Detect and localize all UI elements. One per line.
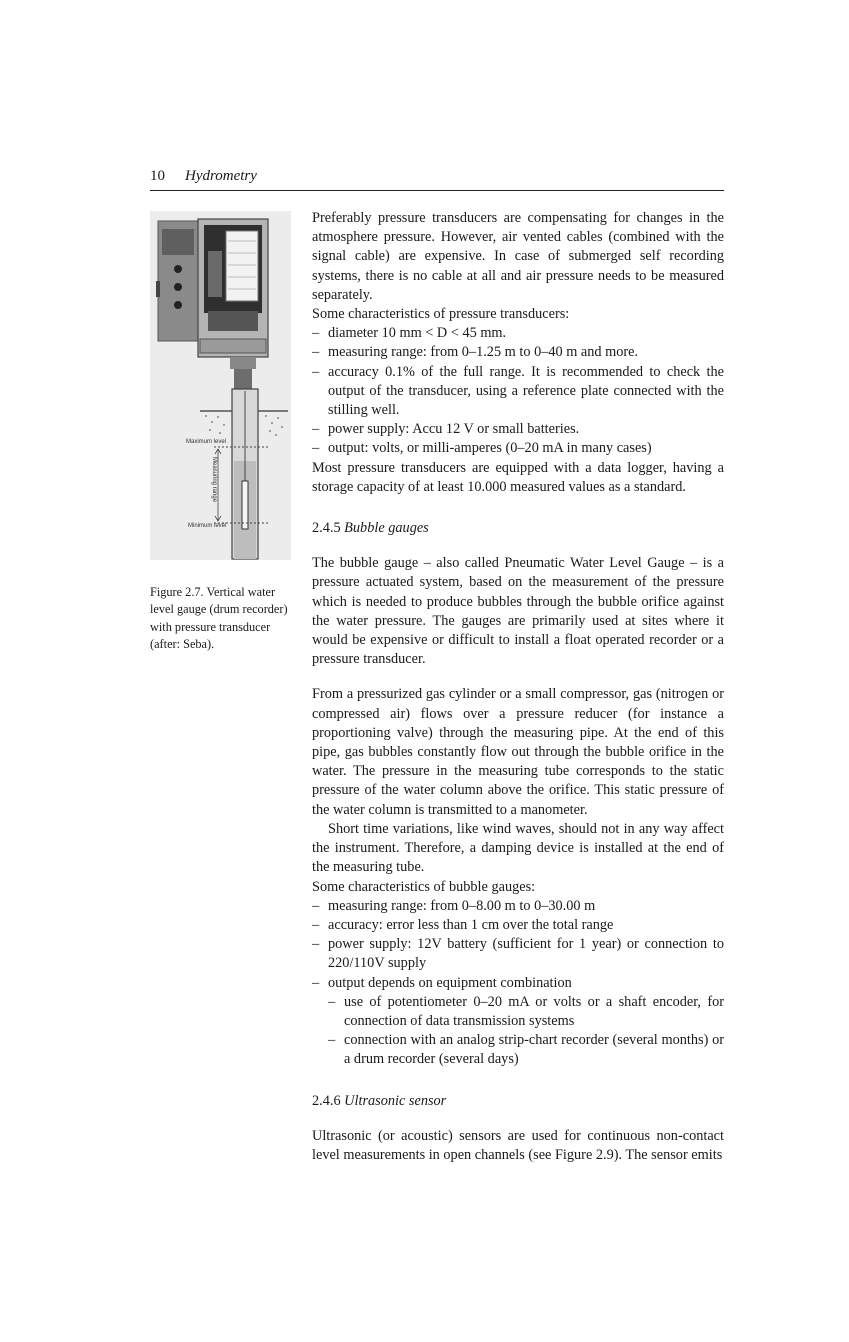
section-title: Ultrasonic sensor xyxy=(344,1092,447,1109)
list-item: – output depends on equipment combination xyxy=(312,974,724,993)
figure-gauge-photo xyxy=(150,211,291,560)
bubble-gauge-characteristics-list xyxy=(312,897,724,993)
list-item: – power supply: Accu 12 V or small batteries. xyxy=(312,420,724,439)
label-measuring-range: Measuring range xyxy=(211,457,217,503)
list-item: – measuring range: from 0–1.25 m to 0–40 m and more. xyxy=(312,343,724,362)
paragraph: Some characteristics of bubble gauges: xyxy=(312,878,536,895)
paragraph: From a pressurized gas cylinder or a small compressor, gas (nitrogen or compressed air) flows over a pressure reducer (for instance a proportioning valve) through the measuring pipe. At the end of this pipe, gas bubbles constantly flow out through the bubble orifice in the water. The pressure in the measuring tube corresponds to the static pressure of the water column above the orifice. This static pressure of the water column is transmitted to a manometer. xyxy=(312,686,724,818)
section-number: 2.4.6 xyxy=(312,1092,341,1109)
list-item: – power supply: 12V battery (sufficient for 1 year) or connection to 220/110V supply xyxy=(312,935,724,973)
page-number: 10 xyxy=(150,168,165,184)
section-number: 2.4.5 xyxy=(312,520,341,537)
list-item: – connection with an analog strip-chart recorder (several months) or a drum recorder (several days) xyxy=(328,1031,724,1069)
paragraph: Most pressure transducers are equipped with a data logger, having a storage capacity of at least 10.000 measured values as a standard. xyxy=(312,459,724,495)
paragraph: Some characteristics of pressure transducers: xyxy=(312,306,570,323)
list-item: – output: volts, or milli-amperes (0–20 mA in many cases) xyxy=(312,439,724,458)
main-text xyxy=(312,209,724,1165)
running-title: Hydrometry xyxy=(185,168,257,184)
paragraph: Preferably pressure transducers are compensating for changes in the atmosphere pressure. However, air vented cables (combined with the signal cable) are expensive. In case of submerged self recording systems, there is no cable at all and air pressure needs to be measured separately. xyxy=(312,210,724,303)
section-heading-2-4-5 xyxy=(312,519,724,538)
transducer-characteristics-list xyxy=(312,324,724,458)
list-item: – accuracy: error less than 1 cm over the total range xyxy=(312,916,724,935)
list-item: – accuracy 0.1% of the full range. It is recommended to check the output of the transducer, using a reference plate connected with the stilling well. xyxy=(312,363,724,421)
paragraph: The bubble gauge – also called Pneumatic Water Level Gauge – is a pressure actuated system, based on the measurement of the pressure which is needed to produce bubbles through the bubble orifice against the water pressure. The gauges are primarily used at sites where it would be expensive or difficult to install a float operated recorder or a pressure transducer. xyxy=(312,555,724,668)
output-sub-list xyxy=(328,993,724,1070)
figure-caption: Figure 2.7. Vertical water level gauge (drum recorder) with pressure transducer (after: Seba). xyxy=(150,585,288,651)
label-maximum-level: Maximum level xyxy=(186,439,227,445)
running-header xyxy=(150,168,724,191)
list-item: – use of potentiometer 0–20 mA or volts or a shaft encoder, for connection of data transmission systems xyxy=(328,993,724,1031)
label-minimum-level: Minimum level xyxy=(188,523,227,529)
list-item: – measuring range: from 0–8.00 m to 0–30.00 m xyxy=(312,897,724,916)
paragraph: Ultrasonic (or acoustic) sensors are used for continuous non-contact level measurements in open channels (see Figure 2.9). The sensor emits xyxy=(312,1127,724,1163)
section-heading-2-4-6 xyxy=(312,1092,724,1111)
section-title: Bubble gauges xyxy=(344,520,429,537)
list-item: – diameter 10 mm < D < 45 mm. xyxy=(312,324,724,343)
paragraph: Short time variations, like wind waves, should not in any way affect the instrument. Therefore, a damping device is installed at the end of the measuring tube. xyxy=(312,820,724,876)
